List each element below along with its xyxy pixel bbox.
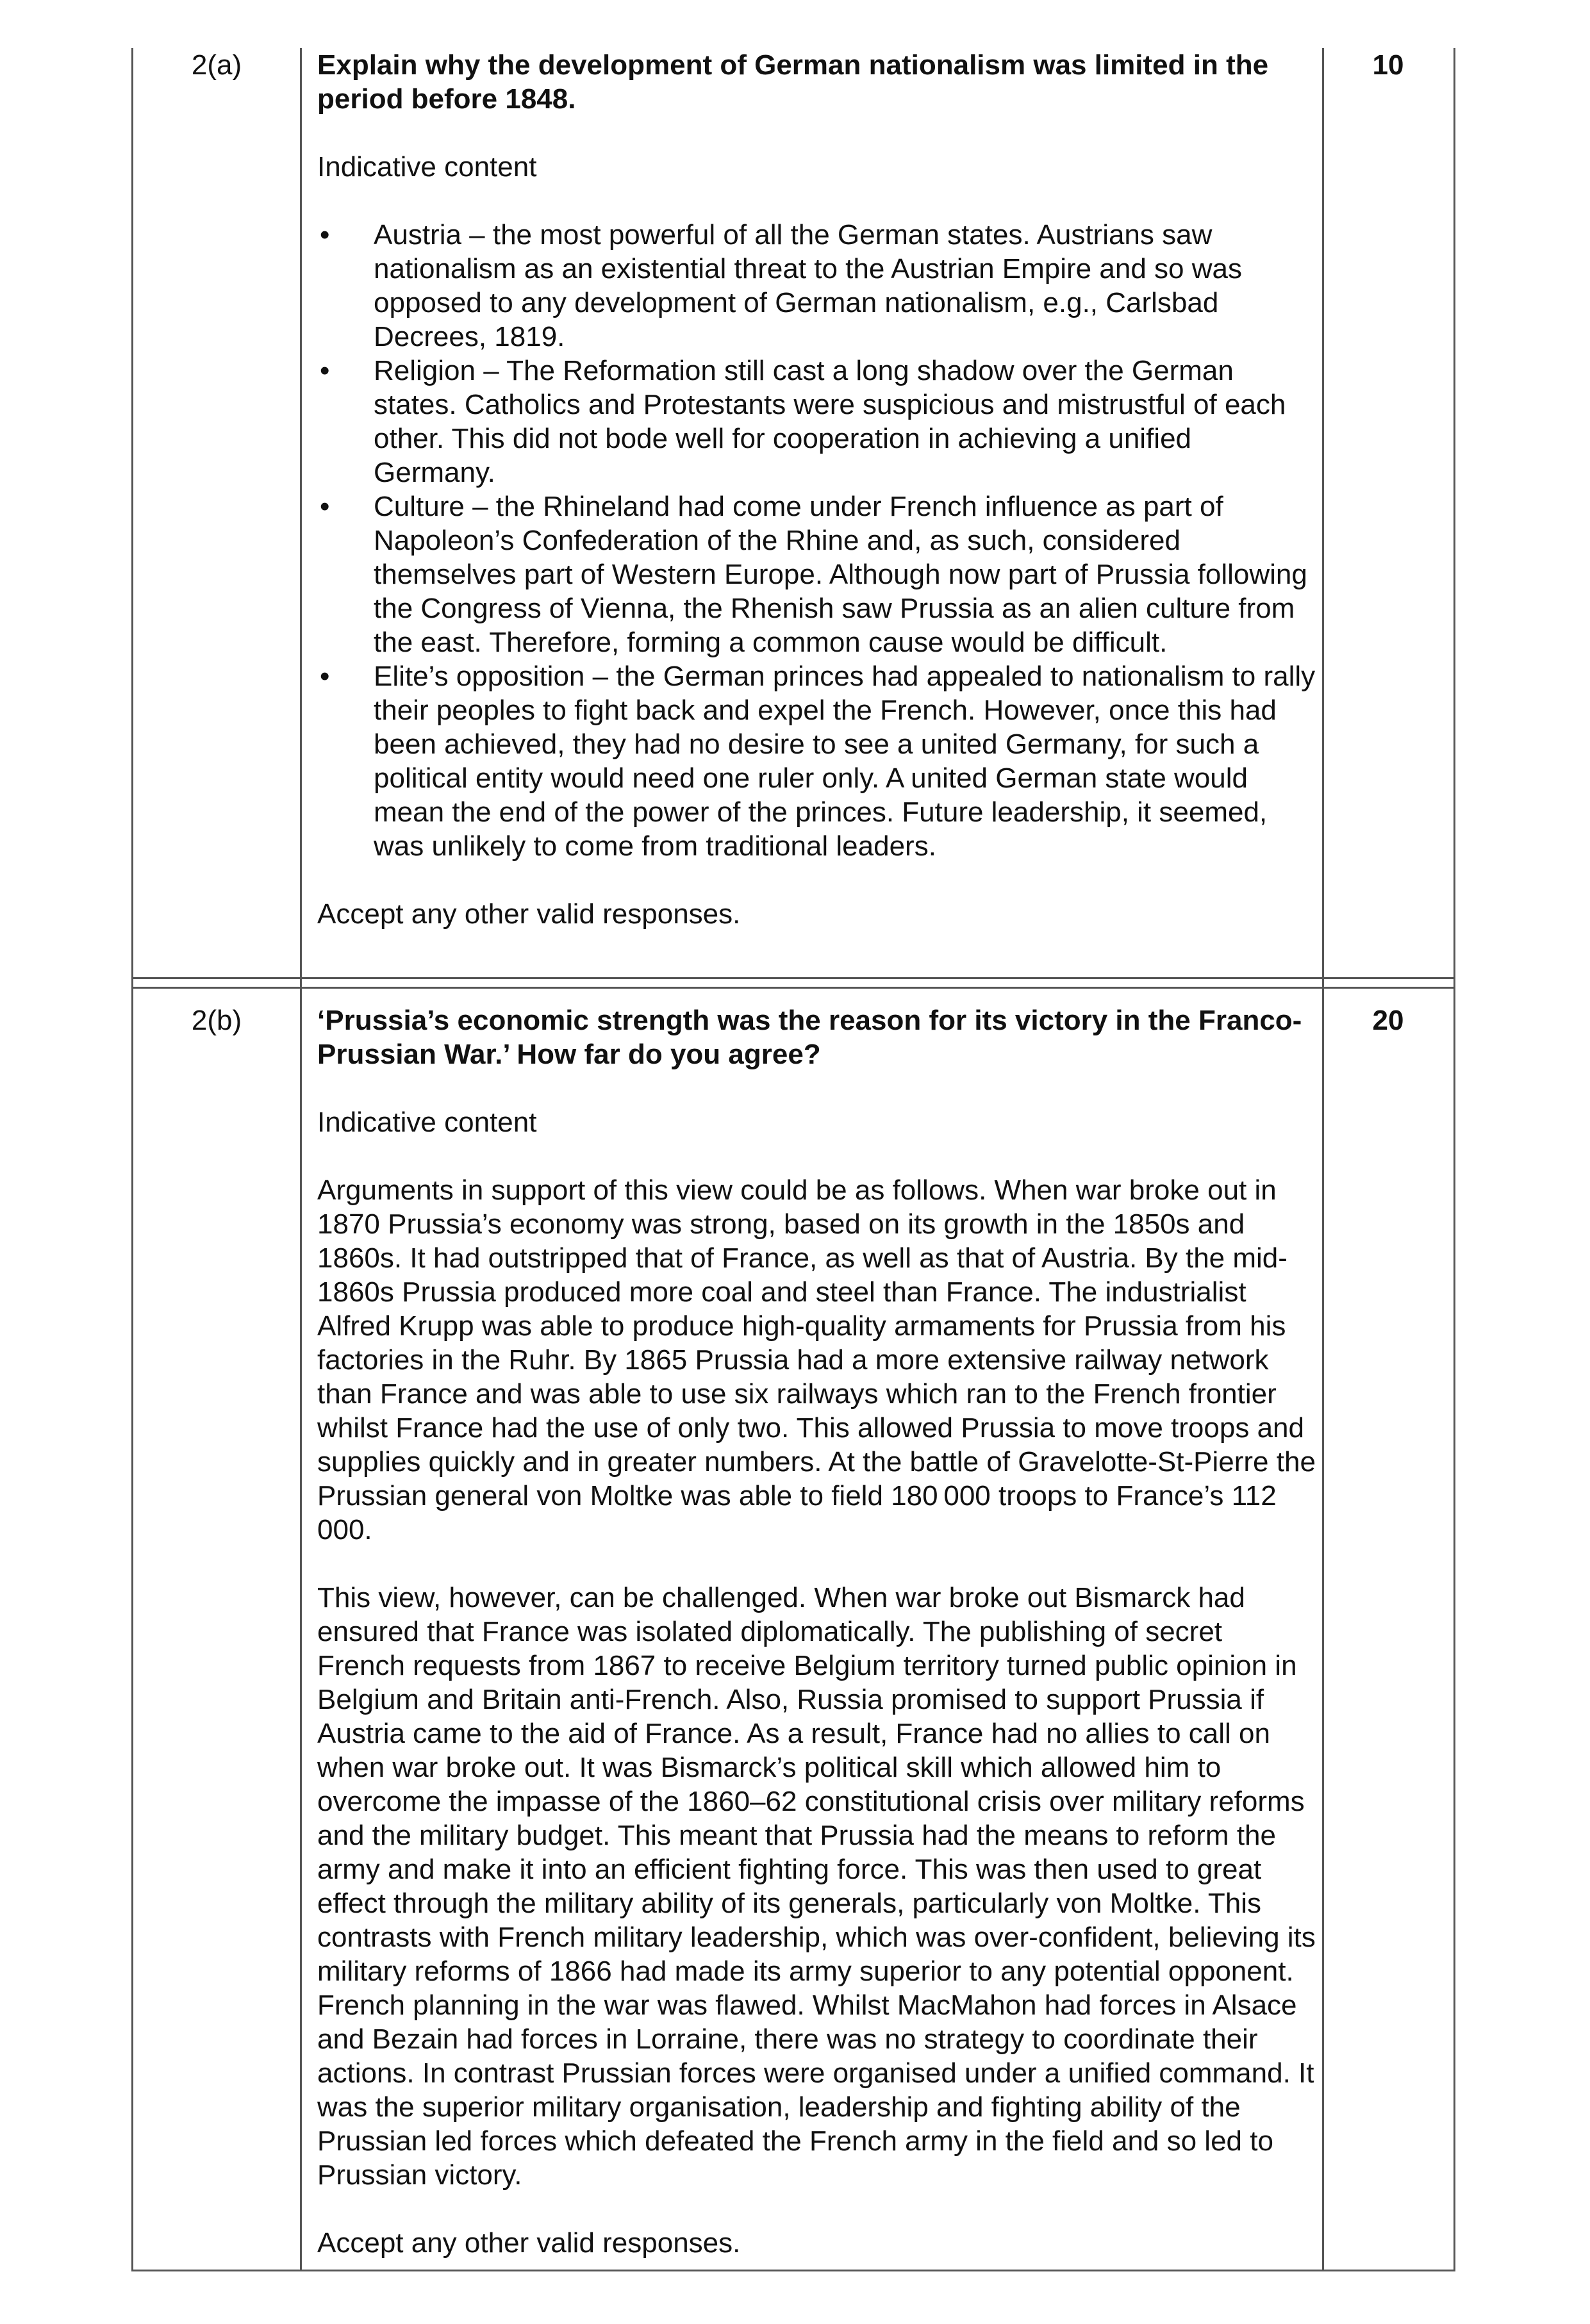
table-divider-number (300, 48, 302, 2271)
question-number: 2(a) (191, 49, 242, 81)
question-content-2b (317, 1003, 1317, 2260)
list-item (317, 659, 1317, 863)
bullet-icon: • (320, 491, 330, 522)
bullet-text: Elite’s opposition – the German princes had appealed to nationalism to rally their peoples to fight back and expel the French. However, once this had been achieved, they had no desire to see a united Germany, for such a political entity would need one ruler only. A united German state would mean the end of the power of the princes. Future leadership, it seemed, was unlikely to come from traditional leaders. (374, 661, 1316, 862)
question-number: 2(b) (191, 1005, 242, 1036)
question-marks: 20 (1372, 1005, 1404, 1036)
table-border-right (1453, 48, 1455, 2271)
bullet-text: Culture – the Rhineland had come under French influence as part of Napoleon’s Confederation of the Rhine and, as such, considered themselves part of Western Europe. Although now part of Prussia following the Congress of Vienna, the Rhenish saw Prussia as an alien culture from the east. Therefore, forming a common cause would be difficult. (374, 491, 1307, 658)
closing-note: Accept any other valid responses. (317, 2227, 741, 2259)
argument-paragraph-support: Arguments in support of this view could be as follows. When war broke out in 1870 Prussia’s economy was strong, based on its growth in the 1850s and 1860s. It had outstripped that of France, as well as that of Austria. By the mid-1860s Prussia produced more coal and steel than France. The industrialist Alfred Krupp was able to produce high-quality armaments for Prussia from his factories in the Ruhr. By 1865 Prussia had a more extensive railway network than France and was able to use six railways which ran to the French frontier whilst France had the use of only two. This allowed Prussia to move troops and supplies quickly and in greater numbers. At the battle of Gravelotte-St-Pierre the Prussian general von Moltke was able to field 180 000 troops to France’s 112 000. (317, 1174, 1316, 1545)
bullet-text: Religion – The Reformation still cast a long shadow over the German states. Catholics and Protestants were suspicious and mistrustful of each other. This did not bode well for cooperation in achieving a unified Germany. (374, 355, 1286, 488)
closing-note: Accept any other valid responses. (317, 898, 741, 930)
list-item (317, 354, 1317, 490)
list-item (317, 218, 1317, 354)
indicative-bullet-list (317, 218, 1317, 863)
table-divider-marks (1322, 48, 1324, 2271)
indicative-content-label: Indicative content (317, 1107, 537, 1138)
row-separator-bottom (131, 987, 1455, 989)
question-text: ‘Prussia’s economic strength was the reason for its victory in the Franco-Prussian War.’ How far do you agree? (317, 1005, 1302, 1070)
row-separator-top (131, 977, 1455, 979)
bullet-text: Austria – the most powerful of all the German states. Austrians saw nationalism as an existential threat to the Austrian Empire and so was opposed to any development of German nationalism, e.g., Carlsbad Decrees, 1819. (374, 219, 1242, 352)
table-border-bottom (131, 2270, 1455, 2271)
bullet-icon: • (320, 219, 330, 251)
table-border-left (131, 48, 133, 2271)
bullet-icon: • (320, 355, 330, 386)
question-text: Explain why the development of German nationalism was limited in the period before 1848. (317, 49, 1269, 115)
question-content-2a (317, 48, 1317, 931)
bullet-icon: • (320, 661, 330, 692)
question-marks: 10 (1372, 49, 1404, 81)
indicative-content-label: Indicative content (317, 151, 537, 183)
argument-paragraph-challenge: This view, however, can be challenged. When war broke out Bismarck had ensured that France was isolated diplomatically. The publishing of secret French requests from 1867 to receive Belgium territory turned public opinion in Belgium and Britain anti-French. Also, Russia promised to support Prussia if Austria came to the aid of France. As a result, France had no allies to call on when war broke out. It was Bismarck’s political skill which allowed him to overcome the impasse of the 1860–62 constitutional crisis over military reforms and the military budget. This meant that Prussia had the means to reform the army and make it into an efficient fighting force. This was then used to great effect through the military ability of its generals, particularly von Moltke. This contrasts with French military leadership, which was over-confident, believing its military reforms of 1866 had made its army superior to any potential opponent. French planning in the war was flawed. Whilst MacMahon had forces in Alsace and Bezain had forces in Lorraine, there was no strategy to coordinate their actions. In contrast Prussian forces were organised under a unified command. It was the superior military organisation, leadership and fighting ability of the Prussian led forces which defeated the French army in the field and so led to Prussian victory. (317, 1582, 1316, 2191)
list-item (317, 490, 1317, 659)
